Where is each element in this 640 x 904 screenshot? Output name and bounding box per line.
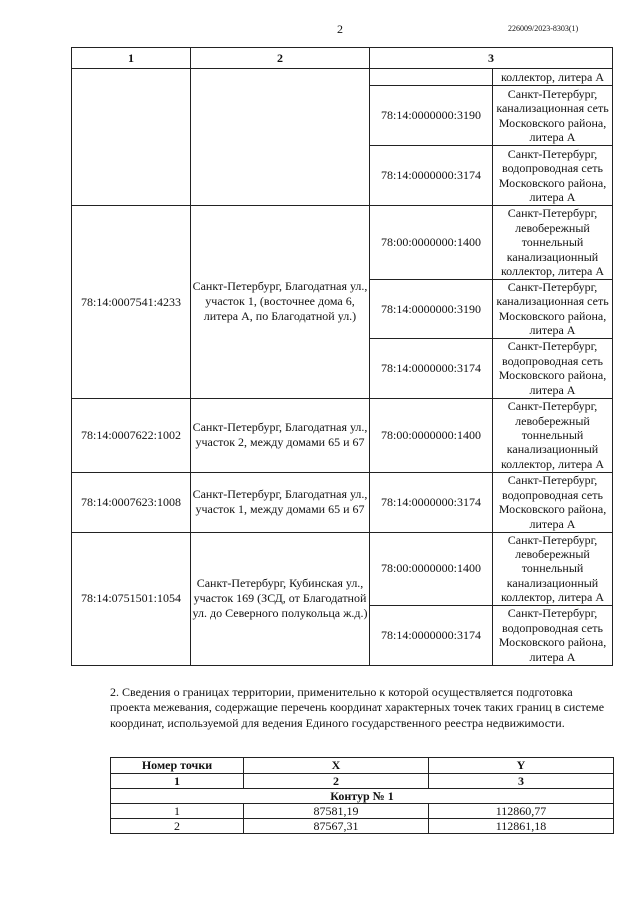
page-number: 2 [337,22,343,36]
column-number-3: 3 [429,774,614,789]
cadastral-cell: 78:14:0000000:3174 [370,338,493,398]
address-cell [191,69,370,206]
address-cell: Санкт-Петербург, Благодатная ул., участок 2, между домами 65 и 67 [191,398,370,472]
cadastral-cell: 78:00:0000000:1400 [370,398,493,472]
cadastral-cell: 78:00:0000000:1400 [370,206,493,280]
coordinate-row [111,819,614,834]
x-value: 87567,31 [244,819,429,834]
column-header-1: 1 [72,48,191,69]
cadastral-cell: 78:00:0000000:1400 [370,532,493,605]
description-cell: Санкт-Петербург, левобережный тоннельный канализационный коллектор, литера А [493,206,613,280]
description-cell: коллектор, литера А [493,69,613,86]
description-cell: Санкт-Петербург, канализационная сеть Московского района, литера А [493,280,613,339]
point-number: 2 [111,819,244,834]
description-cell: Санкт-Петербург, левобережный тоннельный канализационный коллектор, литера А [493,398,613,472]
cadastral-cell [370,69,493,86]
column-header-3: 3 [370,48,613,69]
y-value: 112861,18 [429,819,614,834]
coordinate-row [111,804,614,819]
description-cell: Санкт-Петербург, канализационная сеть Московского района, литера А [493,86,613,146]
header-point-number: Номер точки [111,758,244,774]
description-cell: Санкт-Петербург, водопроводная сеть Московского района, литера А [493,338,613,398]
x-value: 87581,19 [244,804,429,819]
column-header-2: 2 [191,48,370,69]
address-cell: Санкт-Петербург, Благодатная ул., участок 1, между домами 65 и 67 [191,472,370,532]
contour-label: Контур № 1 [111,789,614,804]
point-number: 1 [111,804,244,819]
cadastral-cell: 78:14:0000000:3174 [370,146,493,206]
y-value: 112860,77 [429,804,614,819]
cadastral-cell: 78:14:0000000:3174 [370,472,493,532]
section-2-paragraph: 2. Сведения о границах территории, применительно к которой осуществляется подготовка проекта межевания, содержащие перечень координат характерных точек таких границ в системе координат, используемой для ведения Единого государственного реестра недвижимости. [110,685,605,730]
header-y: Y [429,758,614,774]
description-cell: Санкт-Петербург, водопроводная сеть Московского района, литера А [493,605,613,665]
header-x: X [244,758,429,774]
address-cell: Санкт-Петербург, Благодатная ул., участок 1, (восточнее дома 6, литера А, по Благодатной ул.) [191,206,370,399]
parcel-cell: 78:14:0007623:1008 [72,472,191,532]
description-cell: Санкт-Петербург, водопроводная сеть Московского района, литера А [493,146,613,206]
cadastral-cell: 78:14:0000000:3190 [370,280,493,339]
description-cell: Санкт-Петербург, левобережный тоннельный канализационный коллектор, литера А [493,532,613,605]
cadastral-cell: 78:14:0000000:3190 [370,86,493,146]
parcels-table [71,47,613,666]
parcel-cell [72,69,191,206]
coordinates-table [110,757,614,834]
column-number-2: 2 [244,774,429,789]
column-number-1: 1 [111,774,244,789]
document-number: 226009/2023-8303(1) [508,24,579,33]
parcel-cell: 78:14:0007541:4233 [72,206,191,399]
description-cell: Санкт-Петербург, водопроводная сеть Московского района, литера А [493,472,613,532]
parcel-cell: 78:14:0751501:1054 [72,532,191,665]
parcel-cell: 78:14:0007622:1002 [72,398,191,472]
cadastral-cell: 78:14:0000000:3174 [370,605,493,665]
address-cell: Санкт-Петербург, Кубинская ул., участок 169 (ЗСД, от Благодатной ул. до Северного полукольца ж.д.) [191,532,370,665]
